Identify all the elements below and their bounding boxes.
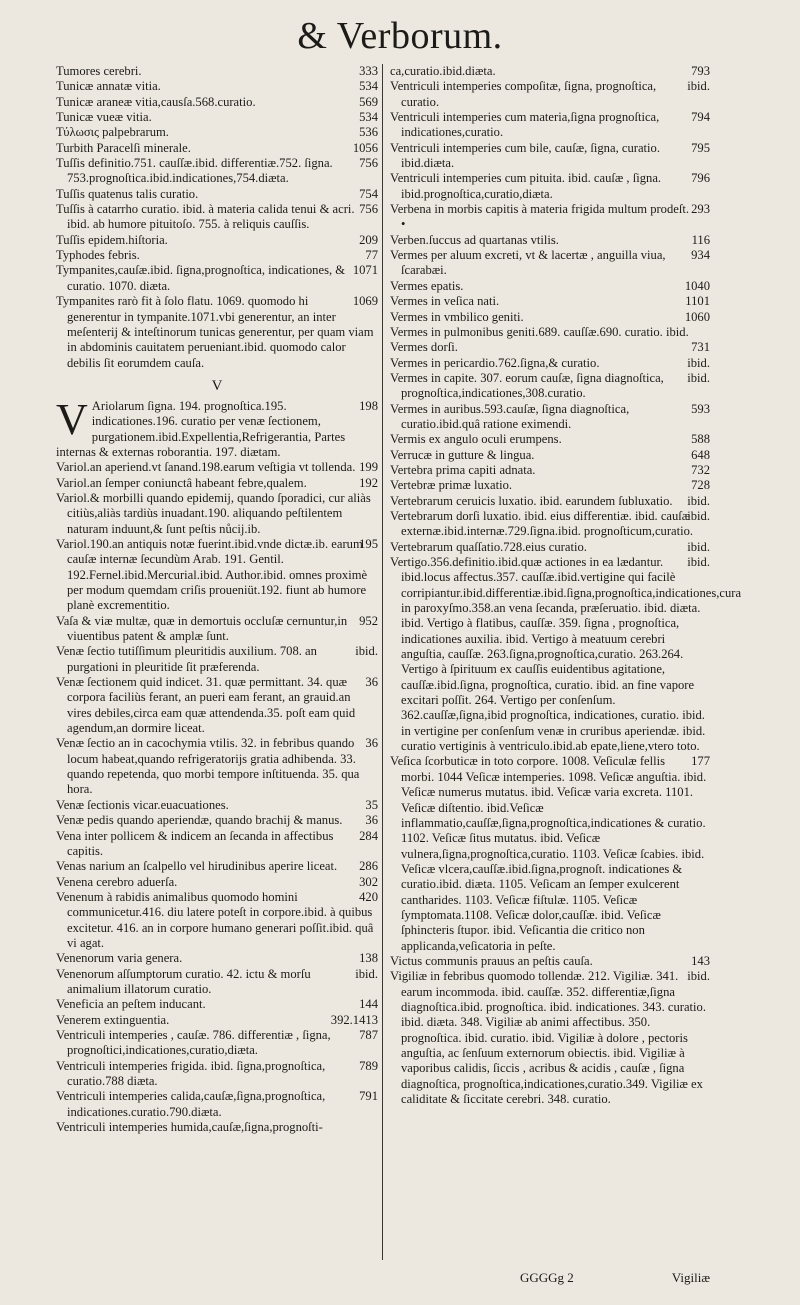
index-entry	[390, 494, 710, 509]
entry-page: 1069	[352, 294, 378, 309]
entry-text: Vermes per aluum excreti, vt & lacertæ , anguilla viua, ſcarabæi.	[390, 248, 666, 278]
entry-page: ibid.	[355, 644, 378, 659]
entry-text: Ventriculi intemperies , cauſæ. 786. differentiæ , ſigna, prognoſtici,indicationes,curatio,diæta.	[56, 1027, 331, 1058]
entry-page: ibid.	[687, 539, 710, 554]
entry-text: Venæ ſectio tutiſſimum pleuritidis auxilium. 708. an purgationi in pleuritide ſit præferenda.	[56, 644, 317, 674]
index-entry	[56, 537, 378, 614]
entry-text: Ventriculi intemperies calida,cauſæ,ſigna,prognoſtica, indicationes.curatio.790.diæta.	[56, 1089, 326, 1119]
entry-page: 293	[691, 202, 710, 217]
entry-text: Vaſa & viæ multæ, quæ in demortuis occluſæ cernuntur,in viuentibus patent & amplæ ſunt.	[56, 613, 348, 644]
index-entry	[56, 890, 378, 951]
entry-page: 195	[359, 536, 378, 551]
index-entry	[56, 476, 378, 491]
entry-page: 36	[365, 736, 378, 751]
index-entry	[390, 356, 710, 371]
entry-page: 333	[359, 64, 378, 78]
entry-page: ibid.	[687, 493, 710, 508]
column-divider	[382, 64, 383, 1260]
entry-text: Vermes in vmbilico geniti.	[390, 309, 524, 324]
entry-text: Venæ ſectionem quid indicet. 31. quæ permittant. 34. quæ corpora faciliùs ferant, an pueri eam ferant, an grauid.an vires debiles,circa eam quæ attendenda.35. poſt eam quid agendum,an dormire liceat.	[56, 675, 356, 736]
entry-text: Venenorum varia genera.	[56, 951, 183, 966]
entry-page: 754	[359, 186, 378, 201]
entry-text: Turbith Paracelſi minerale.	[56, 140, 191, 155]
entry-page: 198	[359, 398, 378, 413]
entry-text: Vermes in pulmonibus geniti.689. cauſſæ.690. curatio. ibid.	[390, 324, 689, 339]
entry-page: 199	[359, 460, 378, 475]
entry-page: ibid.	[687, 969, 710, 984]
index-entry	[56, 829, 378, 860]
entry-text: Victus communis prauus an peſtis cauſa.	[390, 953, 593, 968]
entry-page: 536	[359, 125, 378, 140]
entry-page: 144	[359, 997, 378, 1012]
entry-page: 534	[359, 79, 378, 94]
entry-page: ibid.	[355, 966, 378, 981]
index-entry	[56, 1013, 378, 1028]
entry-text: Verben.ſuccus ad quartanas vtilis.	[390, 232, 559, 247]
index-entry	[390, 340, 710, 355]
entry-page: ibid.	[687, 508, 710, 523]
entry-text: Vertigo.356.definitio.ibid.quæ actiones in ea lædantur. ibid.locus affectus.357. cauſſæ.ibid.vertigine qui facilè corripiantur.ibid.differentiæ.ibid.ſigna,prognoſtica,indicationes,cura in paroxyſmo.358.an vena ſecanda, præſeruatio. ibid. diæta. ibid. Vertigo à flatibus, cauſſæ. 359. ſigna , prognoſtica, indicationes auxilia. ibid. Vertigo à meatuum cerebri anguſtia, cauſſæ. 263.ſigna,prognoſtica,curatio. 263.264. Vertigo à ſpirituum ex cauſſis euidentibus agitatione, cauſſæ.ibid.ſigna, prognoſtica, curatio. ibid. an fine vapore excitari poſſit. 264. Vertigo per conſenſum. 362.cauſſæ,ſigna,ibid prognoſtica, indicationes, curatio. ibid. in vertigine per conſenſum venæ in cruribus aperiendæ. ibid. curatio vertiginis à ventriculo.ibid.ab epate,liene,vtero toto.	[390, 555, 742, 754]
catchword: Vigiliæ	[671, 1270, 710, 1285]
entry-text: Tunicæ annatæ vitia.	[56, 79, 161, 94]
entry-text: Ventriculi intemperies cum pituita. ibid. cauſæ , ſigna. ibid.prognoſtica,curatio,diæta.	[390, 171, 662, 201]
entry-text: ca,curatio.ibid.diæta.	[390, 64, 496, 78]
entry-text: Tuſſis à catarrho curatio. ibid. à materia calida tenui & acri. ibid. ab humore pituitoſo. 755. à reliquis cauſſis.	[56, 202, 355, 232]
entry-text: Venenum à rabidis animalibus quomodo homini communicetur.416. diu latere poteſt in corpore.ibid. à quibus excitetur. 416. an in corpore humano generari poſſit.ibid. quâ vi agat.	[56, 889, 374, 950]
entry-text: Tuſſis epidem.hiſtoria.	[56, 232, 168, 247]
index-entry	[56, 248, 378, 263]
entry-page: 209	[359, 232, 378, 247]
index-entry	[390, 448, 710, 463]
entry-page: 593	[691, 401, 710, 416]
entry-text: Vermes in veſica nati.	[390, 294, 500, 309]
entry-page: ibid.	[687, 355, 710, 370]
entry-text: Vertebra prima capiti adnata.	[390, 462, 536, 477]
index-entry	[56, 202, 378, 233]
entry-text: Vertebrarum quaſſatio.728.eius curatio.	[390, 539, 587, 554]
entry-text: Τύλωσις palpebrarum.	[56, 125, 169, 140]
entry-text: Ventriculi intemperies cum bile, cauſæ, ſigna, curatio. ibid.diæta.	[390, 140, 660, 171]
index-entry	[56, 110, 378, 125]
index-entry	[390, 110, 710, 141]
entry-page: 791	[359, 1089, 378, 1104]
entry-page: 36	[365, 813, 378, 828]
index-entry	[390, 432, 710, 447]
entry-text: Venæ ſectionis vicar.euacuationes.	[56, 797, 229, 812]
index-entry	[390, 141, 710, 172]
section-letter: V	[211, 377, 223, 394]
entry-text: Venæ ſectio an in cacochymia vtilis. 32. in febribus quando locum habeat,quando refrigeratorijs gratia adhibenda. 33. quando repetenda, quo morbi tempore inſtituenda. 35. qua hora.	[56, 736, 360, 797]
entry-text: Ventriculi intemperies frigida. ibid. ſigna,prognoſtica, curatio.788 diæta.	[56, 1058, 326, 1088]
entry-text: Venæ pedis quando aperiendæ, quando brachij & manus.	[56, 813, 343, 828]
index-entry	[390, 325, 710, 340]
entry-page: 177	[691, 754, 710, 769]
index-entry	[390, 555, 742, 754]
index-entry	[56, 79, 378, 94]
index-entry	[56, 997, 378, 1012]
entry-text: Vena inter pollicem & indicem an ſecanda in affectibus capitis.	[56, 828, 334, 858]
entry-text: Variol.190.an antiquis notæ fuerint.ibid.vnde dictæ.ib. earum cauſæ internæ ſecundùm Arab. 191. Gentil. 192.Fernel.ibid.Mercurial.ibid. Author.ibid. omnes proximè per modum quemdam criſis proueniüt.192. fiunt ab humore planè excrementitio.	[56, 536, 368, 613]
entry-page: 192	[359, 475, 378, 490]
entry-text: Vermes dorſi.	[390, 340, 458, 355]
entry-page: 795	[691, 140, 710, 155]
entry-text: Vertebrarum dorſi luxatio. ibid. eius differentiæ. ibid. cauſæ externæ.ibid.internæ.729.ſigna.ibid. prognoſticum,curatio.	[390, 508, 694, 539]
index-entry	[390, 371, 710, 402]
entry-text: Vertebrarum ceruicis luxatio. ibid. earundem ſubluxatio.	[390, 493, 673, 508]
right-column	[390, 64, 742, 1107]
index-entry	[56, 233, 378, 248]
entry-page: 952	[359, 613, 378, 628]
entry-page: 794	[691, 110, 710, 125]
entry-text: Venerem extinguentia.	[56, 1012, 170, 1027]
entry-page: 77	[365, 248, 378, 263]
entry-text: Venenorum aſſumptorum curatio. 42. ictu & morſu animalium illatorum curatio.	[56, 966, 311, 996]
entry-page: 36	[365, 675, 378, 690]
entry-page: ibid.	[687, 79, 710, 94]
index-entry	[56, 614, 378, 645]
entry-page: 284	[359, 828, 378, 843]
index-entry	[390, 171, 710, 202]
index-entry	[56, 813, 378, 828]
index-entry	[56, 125, 378, 140]
drop-cap: V	[56, 394, 88, 444]
entry-text: Ventriculi intemperies humida,cauſæ,ſigna,prognoſti-	[56, 1120, 323, 1135]
index-entry	[390, 294, 710, 309]
entry-text: Variol.an ſemper coniunctâ habeant febre,qualem.	[56, 475, 307, 490]
entry-text: Typhodes febris.	[56, 248, 140, 263]
entry-page: 534	[359, 110, 378, 125]
entry-text: Ariolarum ſigna. 194. prognoſtica.195. indicationes.196. curatio per venæ ſectionem, purgationem.ibid.Expellentia,Refrigerantia, Partes internas & externas roborantia. 197. diætam.	[56, 398, 346, 459]
entry-page: 732	[691, 462, 710, 477]
entry-page: 1040	[684, 278, 710, 293]
entry-page: 1056	[352, 140, 378, 155]
index-entry	[56, 394, 378, 460]
left-column	[56, 64, 378, 1135]
index-entry	[56, 951, 378, 966]
entry-page: 934	[691, 248, 710, 263]
index-entry	[56, 644, 378, 675]
index-entry	[56, 156, 378, 187]
entry-page: 302	[359, 874, 378, 889]
entry-text: Vermes epatis.	[390, 278, 464, 293]
index-entry	[56, 1120, 378, 1135]
index-entry	[390, 310, 710, 325]
index-entry	[390, 233, 710, 248]
index-entry	[56, 263, 378, 294]
entry-text: Veneficia an peſtem inducant.	[56, 997, 206, 1012]
index-entry	[390, 402, 710, 433]
entry-page: 728	[691, 478, 710, 493]
index-entry	[56, 798, 378, 813]
entry-text: Tuſſis definitio.751. cauſſæ.ibid. differentiæ.752. ſigna. 753.prognoſtica.ibid.indicationes,754.diæta.	[56, 156, 333, 186]
index-entry	[56, 491, 378, 537]
index-entry	[390, 202, 710, 233]
index-entry	[56, 64, 378, 79]
entry-page: 420	[359, 889, 378, 904]
index-entry	[56, 460, 378, 475]
index-entry	[390, 540, 710, 555]
entry-text: Verrucæ in gutture & lingua.	[390, 447, 535, 462]
entry-page: 1060	[684, 309, 710, 324]
index-entry	[56, 141, 378, 156]
entry-page: 787	[359, 1027, 378, 1042]
entry-page: 116	[691, 232, 710, 247]
entry-text: Variol.& morbilli quando epidemij, quando ſporadici, cur aliàs citiùs,aliàs tardiùs inuadant.190. aliquando peſtilentem naturam induunt,& ſunt peſtis nůcij.ib.	[56, 490, 371, 536]
entry-page: 143	[691, 953, 710, 968]
entry-page: 796	[691, 171, 710, 186]
index-entry	[390, 279, 710, 294]
index-entry	[390, 463, 710, 478]
entry-page: 756	[359, 202, 378, 217]
entry-text: Verbena in morbis capitis à materia frigida multum prodeſt. •	[390, 202, 690, 232]
index-entry	[390, 509, 710, 540]
entry-page: 138	[359, 951, 378, 966]
entry-page: 588	[691, 432, 710, 447]
entry-text: Variol.an aperiend.vt ſanand.198.earum veſtigia vt tollenda.	[56, 460, 356, 475]
entry-text: Venena cerebro aduerſa.	[56, 874, 178, 889]
index-entry	[56, 95, 378, 110]
index-entry	[390, 64, 710, 79]
entry-text: Tunicæ vueæ vitia.	[56, 110, 152, 125]
entry-text: Tunicæ araneæ vitia,causſa.568.curatio.	[56, 94, 256, 109]
index-entry	[56, 294, 378, 371]
entry-page: ibid.	[687, 555, 710, 569]
entry-page: 731	[691, 340, 710, 355]
entry-page: 793	[691, 64, 710, 78]
entry-text: Tympanites,cauſæ.ibid. ſigna,prognoſtica, indicationes, & curatio. 1070. diæta.	[56, 263, 346, 293]
index-entry	[56, 736, 378, 797]
entry-page: 1101	[685, 294, 710, 309]
entry-text: Vermes in capite. 307. eorum cauſæ, ſigna diagnoſtica, prognoſtica,indicationes,308.curatio.	[390, 370, 664, 401]
entry-page: 789	[359, 1058, 378, 1073]
entry-text: Veſica ſcorbuticæ in toto corpore. 1008. Veſiculæ fellis morbi. 1044 Veſicæ intemperies. 1098. Veſicæ anguſtia. ibid. Veſicæ numerus mutatus. ibid. Veſicæ varia excreta. 1101. Veſicæ diſtentio. ibid.Veſicæ inflammatio,cauſſæ,ſigna,prognoſtica,indicationes & curatio. 1102. Veſicæ ſitus mutatus. ibid. Veſicæ vulnera,ſigna,prognoſtica,curatio. 1103. Veſicæ ſcabies. ibid. Veſicæ vlcera,cauſſæ.ibid.ſigna,prognoſt. indicationes & curatio.ibid. diæta. 1105. Veſicam an ſemper exulcerent cantharides. 1103. Veſicæ fiſtulæ. 1105. Veſicæ ſymptomata.1108. Veſicæ dolor,cauſſæ. ibid. Veſicæ ſphincteris ſtupor. ibid. Veſicantia die critico non applicanda,veſicatoria in peſte.	[390, 754, 707, 953]
index-entry	[56, 1089, 378, 1120]
index-entry	[56, 675, 378, 736]
entry-text: Vermes in auribus.593.cauſæ, ſigna diagnoſtica, curatio.ibid.quâ ratione eximendi.	[390, 401, 630, 431]
entry-text: Tumores cerebri.	[56, 64, 142, 78]
entry-page: 286	[359, 859, 378, 874]
index-entry	[390, 478, 710, 493]
entry-text: Tympanites rarò fit à ſolo flatu. 1069. quomodo hi generentur in tympanite.1071.vbi generentur, an inter meſenterij & inteſtinorum tunicas generentur, per quam viam in abdominis cauitatem perueniant.ibid. quomodo calor debilis ſit eorumdem cauſa.	[56, 294, 374, 370]
entry-page: 756	[359, 156, 378, 171]
index-entry	[56, 859, 378, 874]
index-entry	[390, 754, 710, 953]
entry-text: Ventriculi intemperies compoſitæ, ſigna, prognoſtica, curatio.	[390, 79, 657, 109]
entry-text: Ventriculi intemperies cum materia,ſigna prognoſtica, indicationes,curatio.	[390, 110, 660, 140]
entry-text: Tuſſis quatenus talis curatio.	[56, 186, 199, 201]
index-entry	[56, 967, 378, 998]
index-entry	[390, 248, 710, 279]
entry-page: 569	[359, 94, 378, 109]
entry-page: ibid.	[687, 370, 710, 385]
index-entry	[56, 187, 378, 202]
page-header: & Verborum.	[297, 15, 503, 57]
signature-mark: GGGGg 2	[520, 1270, 574, 1285]
entry-text: Vermis ex angulo oculi erumpens.	[390, 432, 562, 447]
entry-text: Vigiliæ in febribus quomodo tollendæ. 212. Vigiliæ. 341. earum incommoda. ibid. cauſſæ. 352. differentiæ,ſigna diagnoſtica.ibid. prognoſtica. ibid. indicationes. 343. curatio. ibid. diæta. 348. Vigiliæ ab animi affectibus. 350. prognoſtica. ibid. curatio. ibid. Vigiliæ à dolore , pectoris anguſtia, ac ſenſuum externorum obiectis. ibid. Vigiliæ à vaporibus calidis, ſiccis , acribus & acidis , cauſæ , ſigna diagnoſtica, prognoſtica,indicationes,curatio.349. Vigiliæ ex caliditate & ſiccitate cerebri. 348. curatio.	[390, 969, 706, 1107]
index-entry	[56, 1028, 378, 1059]
entry-page: 1071	[352, 263, 378, 278]
index-entry	[56, 875, 378, 890]
entry-text: Vertebræ primæ luxatio.	[390, 478, 513, 493]
entry-page: 648	[691, 447, 710, 462]
entry-text: Vermes in pericardio.762.ſigna,& curatio.	[390, 355, 600, 370]
entry-text: Venas narium an ſcalpello vel hirudinibus aperire liceat.	[56, 859, 338, 874]
entry-page: 392.1413	[330, 1012, 378, 1027]
index-entry	[390, 79, 710, 110]
index-entry	[390, 969, 710, 1107]
index-entry	[56, 1059, 378, 1090]
index-entry	[390, 954, 710, 969]
entry-page: 35	[365, 797, 378, 812]
